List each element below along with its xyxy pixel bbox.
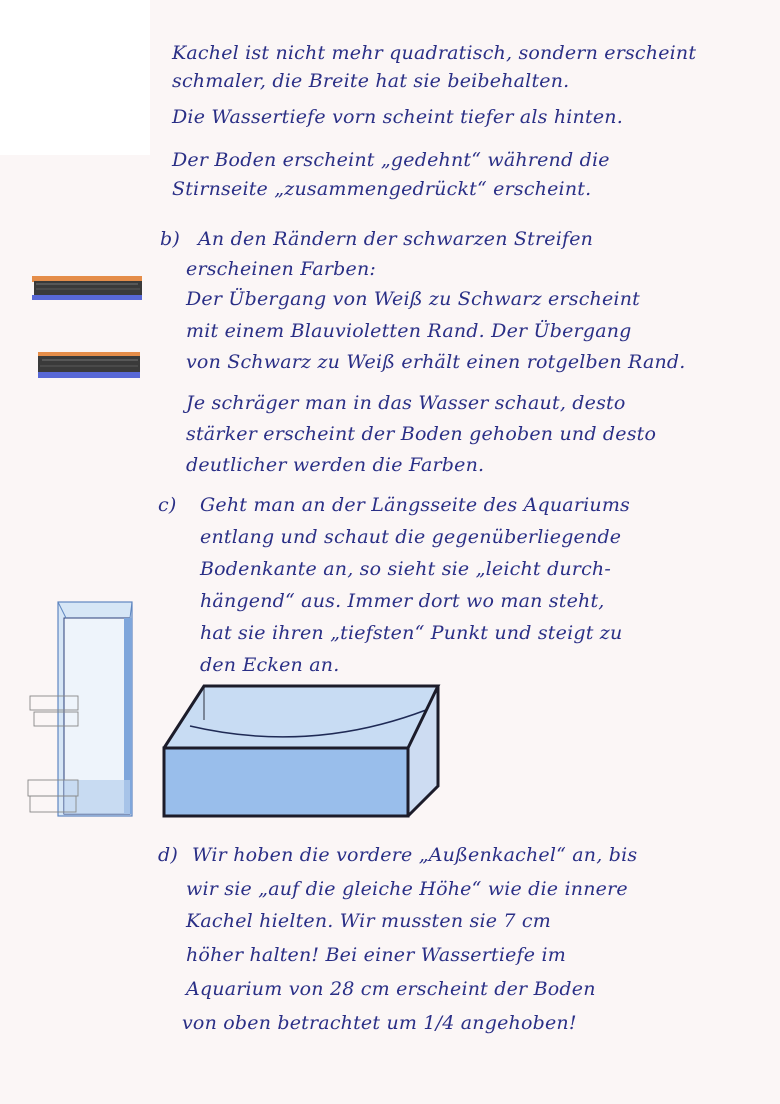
part-d-line-2: wir sie „auf die gleiche Höhe“ wie die innere [186, 878, 628, 900]
part-b-line-6: Je schräger man in das Wasser schaut, desto [186, 392, 626, 414]
part-c-line-6: den Ecken an. [200, 654, 340, 676]
part-c-label: c) [158, 494, 177, 516]
part-d-line-3: Kachel hielten. Wir mussten sie 7 cm [186, 910, 551, 932]
stripe-sketch-bottom [38, 350, 144, 382]
part-b-line-5: von Schwarz zu Weiß erhält einen rotgelben Rand. [186, 351, 686, 373]
part-d-line-6: von oben betrachtet um 1/4 angehoben! [182, 1012, 577, 1034]
part-d-line-1: Wir hoben die vordere „Außenkachel“ an, bis [192, 844, 638, 866]
aquarium-side-view-sketch [28, 600, 138, 822]
part-c-line-2: entlang und schaut die gegenüberliegende [200, 526, 622, 548]
part-b-line-2: erscheinen Farben: [186, 258, 376, 280]
part-d-line-5: Aquarium von 28 cm erscheint der Boden [186, 978, 596, 1000]
intro-line-4: Der Boden erscheint „gedehnt“ während die [172, 149, 610, 171]
intro-line-2: schmaler, die Breite hat sie beibehalten. [172, 70, 570, 92]
part-d-label: d) [158, 844, 178, 866]
part-d-line-4: höher halten! Bei einer Wassertiefe im [186, 944, 566, 966]
intro-line-3: Die Wassertiefe vorn scheint tiefer als hinten. [172, 106, 623, 128]
part-b-line-3: Der Übergang von Weiß zu Schwarz erscheint [186, 288, 640, 310]
part-b-line-8: deutlicher werden die Farben. [186, 454, 485, 476]
part-c-line-1: Geht man an der Längsseite des Aquariums [200, 494, 630, 516]
part-b-line-7: stärker erscheint der Boden gehoben und desto [186, 423, 657, 445]
part-b-line-4: mit einem Blauvioletten Rand. Der Übergang [186, 320, 632, 342]
part-c-line-4: hängend“ aus. Immer dort wo man steht, [200, 590, 605, 612]
intro-line-1: Kachel ist nicht mehr quadratisch, sondern erscheint [172, 42, 697, 64]
aquarium-perspective-sketch [160, 680, 450, 820]
part-b-line-1: An den Rändern der schwarzen Streifen [198, 228, 594, 250]
part-c-line-5: hat sie ihren „tiefsten“ Punkt und steigt zu [200, 622, 623, 644]
stripe-sketch-top [32, 274, 144, 304]
part-b-label: b) [160, 228, 180, 250]
intro-line-5: Stirnseite „zusammengedrückt“ erscheint. [172, 178, 592, 200]
part-c-line-3: Bodenkante an, so sieht sie „leicht durch- [200, 558, 611, 580]
scan-corner-shade [0, 0, 150, 155]
